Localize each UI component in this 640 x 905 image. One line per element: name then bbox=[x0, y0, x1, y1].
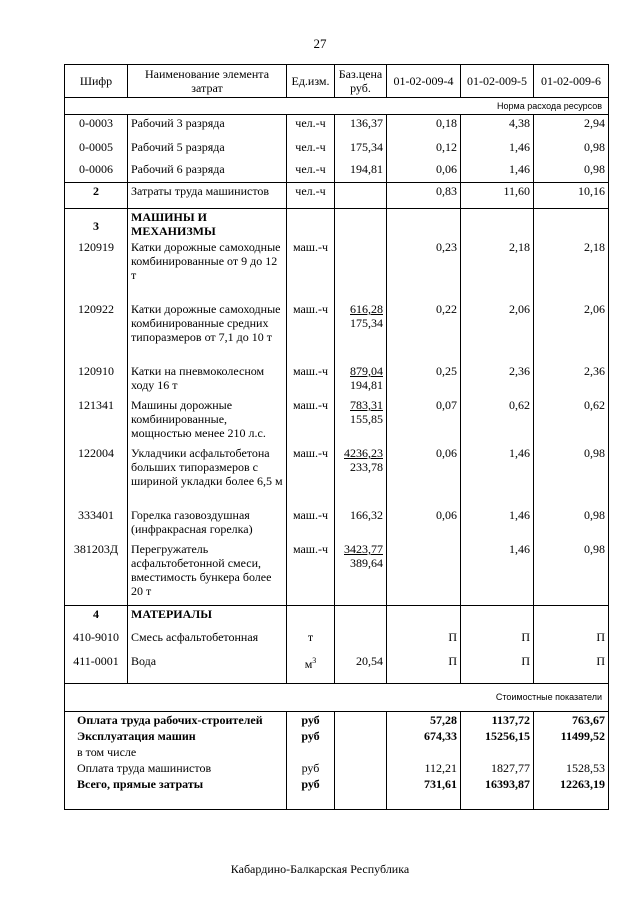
row-price bbox=[335, 363, 387, 397]
price-labor: 389,64 bbox=[350, 556, 383, 570]
table-row bbox=[65, 507, 609, 541]
header-price: Баз.цена руб. bbox=[335, 65, 387, 98]
section-name: Затраты труда машинистов bbox=[128, 183, 287, 209]
row-unit: маш.-ч bbox=[287, 363, 335, 397]
cost-value-3: 1528,53 bbox=[534, 760, 609, 776]
row-price: 136,37 bbox=[335, 115, 387, 139]
row-value-2: 1,46 bbox=[461, 507, 534, 541]
row-name: Вода bbox=[128, 653, 287, 683]
row-value-3: 2,36 bbox=[534, 363, 609, 397]
norm-label-row bbox=[65, 98, 609, 115]
row-unit: чел.-ч bbox=[287, 139, 335, 161]
row-code: 410-9010 bbox=[65, 629, 128, 653]
price-total: 3423,77 bbox=[344, 542, 383, 556]
price-total: 616,28 bbox=[350, 302, 383, 316]
cost-value-2: 1827,77 bbox=[461, 760, 534, 776]
row-value-1 bbox=[387, 541, 461, 605]
table-row bbox=[65, 115, 609, 139]
row-price bbox=[335, 397, 387, 445]
row-value-1: 0,18 bbox=[387, 115, 461, 139]
row-unit: т bbox=[287, 629, 335, 653]
header-name: Наименование элемента затрат bbox=[128, 65, 287, 98]
row-unit: маш.-ч bbox=[287, 541, 335, 605]
cost-label: Стоимостные показатели bbox=[65, 683, 609, 711]
row-unit bbox=[287, 653, 335, 683]
cost-unit: руб bbox=[287, 711, 335, 728]
row-unit: маш.-ч bbox=[287, 445, 335, 507]
row-value-3: 10,16 bbox=[534, 183, 609, 209]
row-price bbox=[335, 541, 387, 605]
footer-region: Кабардино-Балкарская Республика bbox=[230, 862, 410, 876]
section-row bbox=[65, 209, 609, 240]
row-name: Катки дорожные самоходные комбинированные средних типоразмеров от 7,1 до 10 т bbox=[128, 301, 287, 363]
cost-value-3 bbox=[534, 744, 609, 760]
cost-row bbox=[65, 776, 609, 810]
row-name: Смесь асфальтобетонная bbox=[128, 629, 287, 653]
table-row bbox=[65, 161, 609, 183]
section-name: МАТЕРИАЛЫ bbox=[128, 605, 287, 629]
row-value-2: 0,62 bbox=[461, 397, 534, 445]
row-code: 0-0006 bbox=[65, 161, 128, 183]
cost-unit bbox=[287, 744, 335, 760]
row-price: 20,54 bbox=[335, 653, 387, 683]
row-price bbox=[335, 301, 387, 363]
table-row bbox=[65, 445, 609, 507]
row-name: Рабочий 5 разряда bbox=[128, 139, 287, 161]
table-header-row bbox=[65, 65, 609, 98]
price-labor: 175,34 bbox=[350, 316, 383, 330]
row-code: 333401 bbox=[65, 507, 128, 541]
section-name: МАШИНЫ И МЕХАНИЗМЫ bbox=[128, 209, 287, 240]
row-value-2: 2,06 bbox=[461, 301, 534, 363]
row-code: 120919 bbox=[65, 239, 128, 301]
cost-unit: руб bbox=[287, 776, 335, 810]
row-value-3: 0,98 bbox=[534, 161, 609, 183]
section-code: 3 bbox=[65, 209, 128, 240]
row-name: Рабочий 3 разряда bbox=[128, 115, 287, 139]
row-value-3: 0,62 bbox=[534, 397, 609, 445]
price-labor: 233,78 bbox=[350, 460, 383, 474]
row-code: 122004 bbox=[65, 445, 128, 507]
cost-name: Оплата труда машинистов bbox=[65, 760, 287, 776]
cost-value-3: 11499,52 bbox=[534, 728, 609, 744]
price-total: 879,04 bbox=[350, 364, 383, 378]
table-row bbox=[65, 301, 609, 363]
cost-value-2: 16393,87 bbox=[461, 776, 534, 810]
row-value-3: П bbox=[534, 653, 609, 683]
row-unit: маш.-ч bbox=[287, 507, 335, 541]
cost-value-2: 1137,72 bbox=[461, 711, 534, 728]
row-value-3: 0,98 bbox=[534, 507, 609, 541]
row-code: 0-0005 bbox=[65, 139, 128, 161]
row-code: 120910 bbox=[65, 363, 128, 397]
norm-label: Норма расхода ресурсов bbox=[65, 98, 609, 115]
row-value-3: 0,98 bbox=[534, 541, 609, 605]
row-price: 166,32 bbox=[335, 507, 387, 541]
table-row bbox=[65, 629, 609, 653]
header-col1: 01-02-009-4 bbox=[387, 65, 461, 98]
header-col3: 01-02-009-6 bbox=[534, 65, 609, 98]
row-value-2: 1,46 bbox=[461, 161, 534, 183]
table-row bbox=[65, 653, 609, 683]
row-unit: чел.-ч bbox=[287, 161, 335, 183]
row-name: Катки на пневмоколесном ходу 16 т bbox=[128, 363, 287, 397]
row-price: 175,34 bbox=[335, 139, 387, 161]
header-code: Шифр bbox=[65, 65, 128, 98]
table-row bbox=[65, 541, 609, 605]
row-value-3: 2,06 bbox=[534, 301, 609, 363]
row-unit: чел.-ч bbox=[287, 183, 335, 209]
price-total: 783,31 bbox=[350, 398, 383, 412]
row-price bbox=[335, 445, 387, 507]
row-value-1: 0,12 bbox=[387, 139, 461, 161]
row-value-2: П bbox=[461, 629, 534, 653]
row-name: Катки дорожные самоходные комбинированные от 9 до 12 т bbox=[128, 239, 287, 301]
page-number: 27 bbox=[313, 36, 327, 51]
cost-unit: руб bbox=[287, 760, 335, 776]
price-total: 4236,23 bbox=[344, 446, 383, 460]
row-name: Горелка газовоздушная (инфракрасная горелка) bbox=[128, 507, 287, 541]
cost-name: Оплата труда рабочих-строителей bbox=[65, 711, 287, 728]
row-name: Укладчики асфальтобетона больших типоразмеров с шириной укладки более 6,5 м bbox=[128, 445, 287, 507]
row-value-3: 2,94 bbox=[534, 115, 609, 139]
row-name: Рабочий 6 разряда bbox=[128, 161, 287, 183]
row-value-2: 2,18 bbox=[461, 239, 534, 301]
header-col2: 01-02-009-5 bbox=[461, 65, 534, 98]
cost-value-3: 763,67 bbox=[534, 711, 609, 728]
row-unit: маш.-ч bbox=[287, 301, 335, 363]
cost-name: в том числе bbox=[65, 744, 287, 760]
cost-row bbox=[65, 760, 609, 776]
table-row bbox=[65, 397, 609, 445]
row-value-1: 0,07 bbox=[387, 397, 461, 445]
cost-row bbox=[65, 728, 609, 744]
row-value-1: 0,06 bbox=[387, 445, 461, 507]
row-unit: маш.-ч bbox=[287, 239, 335, 301]
section-code: 4 bbox=[65, 605, 128, 629]
cost-name: Эксплуатация машин bbox=[65, 728, 287, 744]
cost-row bbox=[65, 744, 609, 760]
cost-value-1: 112,21 bbox=[387, 760, 461, 776]
row-code: 381203Д bbox=[65, 541, 128, 605]
cost-value-3: 12263,19 bbox=[534, 776, 609, 810]
resource-table bbox=[64, 64, 609, 810]
row-value-1: 0,06 bbox=[387, 507, 461, 541]
table-row bbox=[65, 139, 609, 161]
section-row bbox=[65, 605, 609, 629]
row-code: 411-0001 bbox=[65, 653, 128, 683]
row-name: Перегружатель асфальтобетонной смеси, вместимость бункера более 20 т bbox=[128, 541, 287, 605]
row-value-1: П bbox=[387, 653, 461, 683]
cost-value-2 bbox=[461, 744, 534, 760]
row-value-2: 11,60 bbox=[461, 183, 534, 209]
section-code: 2 bbox=[65, 183, 128, 209]
price-labor: 194,81 bbox=[350, 378, 383, 392]
row-value-3: П bbox=[534, 629, 609, 653]
row-price bbox=[335, 629, 387, 653]
section-row bbox=[65, 183, 609, 209]
cost-value-2: 15256,15 bbox=[461, 728, 534, 744]
row-value-1: 0,22 bbox=[387, 301, 461, 363]
header-unit: Ед.изм. bbox=[287, 65, 335, 98]
cost-unit: руб bbox=[287, 728, 335, 744]
cost-name: Всего, прямые затраты bbox=[65, 776, 287, 810]
row-code: 0-0003 bbox=[65, 115, 128, 139]
row-value-2: 2,36 bbox=[461, 363, 534, 397]
price-labor: 155,85 bbox=[350, 412, 383, 426]
row-value-1: П bbox=[387, 629, 461, 653]
row-unit: маш.-ч bbox=[287, 397, 335, 445]
cost-value-1: 674,33 bbox=[387, 728, 461, 744]
row-value-1: 0,23 bbox=[387, 239, 461, 301]
row-unit: чел.-ч bbox=[287, 115, 335, 139]
table-row bbox=[65, 239, 609, 301]
row-value-2: П bbox=[461, 653, 534, 683]
cost-label-row bbox=[65, 683, 609, 711]
row-code: 120922 bbox=[65, 301, 128, 363]
row-code: 121341 bbox=[65, 397, 128, 445]
cost-value-1: 57,28 bbox=[387, 711, 461, 728]
unit-base: м bbox=[304, 657, 313, 671]
cost-value-1: 731,61 bbox=[387, 776, 461, 810]
cost-value-1 bbox=[387, 744, 461, 760]
row-value-3: 0,98 bbox=[534, 139, 609, 161]
row-value-3: 0,98 bbox=[534, 445, 609, 507]
row-name: Машины дорожные комбинированные, мощностью менее 210 л.с. bbox=[128, 397, 287, 445]
row-price: 194,81 bbox=[335, 161, 387, 183]
cost-row bbox=[65, 711, 609, 728]
row-value-2: 1,46 bbox=[461, 541, 534, 605]
unit-superscript: 3 bbox=[312, 656, 317, 665]
row-value-1: 0,83 bbox=[387, 183, 461, 209]
row-value-1: 0,25 bbox=[387, 363, 461, 397]
row-value-2: 4,38 bbox=[461, 115, 534, 139]
row-value-1: 0,06 bbox=[387, 161, 461, 183]
row-value-2: 1,46 bbox=[461, 445, 534, 507]
row-value-3: 2,18 bbox=[534, 239, 609, 301]
table-row bbox=[65, 363, 609, 397]
row-value-2: 1,46 bbox=[461, 139, 534, 161]
